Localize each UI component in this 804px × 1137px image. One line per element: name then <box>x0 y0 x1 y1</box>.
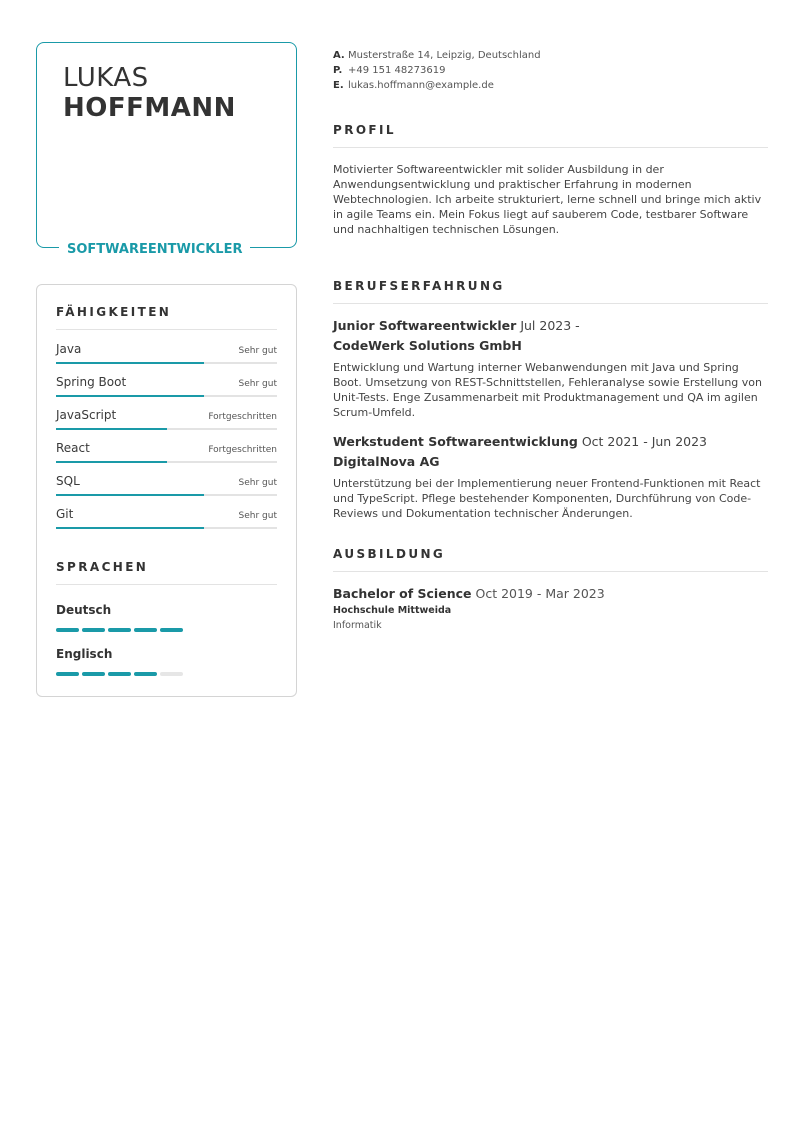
name-header-box <box>36 42 297 257</box>
contact-value: +49 151 48273619 <box>348 65 446 76</box>
skill-item <box>56 472 277 505</box>
rating-dash <box>82 628 105 632</box>
profile-heading: PROFIL <box>333 123 768 148</box>
rating-dash <box>56 672 79 676</box>
contact-value: Musterstraße 14, Leipzig, Deutschland <box>348 50 541 61</box>
contact-line <box>333 78 768 93</box>
skill-item <box>56 406 277 439</box>
skill-item <box>56 439 277 472</box>
job-entry <box>333 316 768 420</box>
education-list <box>333 584 768 634</box>
contact-value: lukas.hoffmann@example.de <box>348 80 494 91</box>
skill-bar-track <box>56 527 277 529</box>
contact-key: E. <box>333 80 344 91</box>
skill-name: Spring Boot <box>56 375 127 389</box>
job-description: Unterstützung bei der Implementierung neuer Frontend-Funktionen mit React und TypeScript. Pflege bestehender Komponenten, Durchführung von Code-Reviews und Dokumentation technischer Änderungen. <box>333 477 761 520</box>
skill-bar-fill <box>56 395 204 397</box>
skill-item <box>56 340 277 373</box>
skill-bar-fill <box>56 428 167 430</box>
rating-dash <box>56 628 79 632</box>
skill-bar-fill <box>56 461 167 463</box>
education-field: Informatik <box>333 620 382 631</box>
contact-line <box>333 63 768 78</box>
rating-dash <box>134 672 157 676</box>
education-heading: AUSBILDUNG <box>333 547 768 572</box>
job-role: Junior Softwareentwickler <box>333 318 517 333</box>
skill-bar-track <box>56 395 277 397</box>
last-name: HOFFMANN <box>63 93 236 123</box>
rating-dash <box>108 672 131 676</box>
education-dates: Oct 2019 - Mar 2023 <box>475 586 605 601</box>
skill-bar-track <box>56 494 277 496</box>
language-rating <box>56 628 183 632</box>
job-dates: Oct 2021 - Jun 2023 <box>581 434 708 449</box>
first-name: LUKAS <box>63 63 149 93</box>
education-degree: Bachelor of Science <box>333 586 472 601</box>
contact-line <box>333 48 768 63</box>
contact-key: A. <box>333 50 345 61</box>
education-school: Hochschule Mittweida <box>333 605 452 616</box>
rating-dash <box>82 672 105 676</box>
languages-heading: SPRACHEN <box>56 560 277 585</box>
skill-name: JavaScript <box>56 408 117 422</box>
job-role: Werkstudent Softwareentwicklung <box>333 434 578 449</box>
skills-list <box>56 340 277 538</box>
rating-dash <box>108 628 131 632</box>
language-item <box>56 639 277 683</box>
sidebar <box>36 42 297 697</box>
skill-name: SQL <box>56 474 80 488</box>
language-item <box>56 595 277 639</box>
job-title-row <box>333 432 768 452</box>
skill-level: Sehr gut <box>238 346 277 356</box>
contact-key: P. <box>333 65 343 76</box>
skill-item <box>56 505 277 538</box>
rating-dash <box>160 672 183 676</box>
rating-dash <box>160 628 183 632</box>
job-description: Entwicklung und Wartung interner Webanwendungen mit Java und Spring Boot. Umsetzung von REST-Schnittstellen, Fehleranalyse sowie Erstellung von Unit-Tests. Enge Zusammenarbeit mit Produktmanagement und QA im agilen Scrum-Umfeld. <box>333 361 762 419</box>
experience-list <box>333 316 768 521</box>
job-title-row <box>333 316 768 336</box>
profile-text: Motivierter Softwareentwickler mit solider Ausbildung in der Anwendungsentwicklung und praktischer Erfahrung in modernen Webtechnologien. Ich arbeite strukturiert, lerne schnell und bringe mich aktiv in agile Teams ein. Mein Fokus liegt auf sauberem Code, testbarer Software und nachhaltigen technischen Lösungen. <box>333 163 762 236</box>
skill-bar-fill <box>56 494 204 496</box>
skill-level: Sehr gut <box>238 511 277 521</box>
languages-list <box>56 595 277 683</box>
skill-level: Fortgeschritten <box>208 412 277 422</box>
skill-bar-track <box>56 362 277 364</box>
language-name: Deutsch <box>56 603 112 617</box>
skill-name: Git <box>56 507 74 521</box>
skill-level: Sehr gut <box>238 478 277 488</box>
education-title-row <box>333 584 768 604</box>
skill-name: Java <box>56 342 82 356</box>
education-entry <box>333 584 768 634</box>
skill-bar-fill <box>56 527 204 529</box>
contact-block <box>333 48 768 93</box>
job-entry <box>333 432 768 521</box>
main-content <box>333 48 768 634</box>
rating-dash <box>134 628 157 632</box>
skill-bar-track <box>56 461 277 463</box>
skill-level: Sehr gut <box>238 379 277 389</box>
job-title: SOFTWAREENTWICKLER <box>59 242 250 257</box>
skill-bar-track <box>56 428 277 430</box>
skill-name: React <box>56 441 90 455</box>
job-company: CodeWerk Solutions GmbH <box>333 338 522 353</box>
skill-bar-fill <box>56 362 204 364</box>
skill-level: Fortgeschritten <box>208 445 277 455</box>
job-dates: Jul 2023 - <box>520 318 580 333</box>
language-name: Englisch <box>56 647 113 661</box>
skills-languages-box <box>36 284 297 697</box>
language-rating <box>56 672 183 676</box>
skills-heading: FÄHIGKEITEN <box>56 305 277 330</box>
skill-item <box>56 373 277 406</box>
job-company: DigitalNova AG <box>333 454 440 469</box>
experience-heading: BERUFSERFAHRUNG <box>333 279 768 304</box>
